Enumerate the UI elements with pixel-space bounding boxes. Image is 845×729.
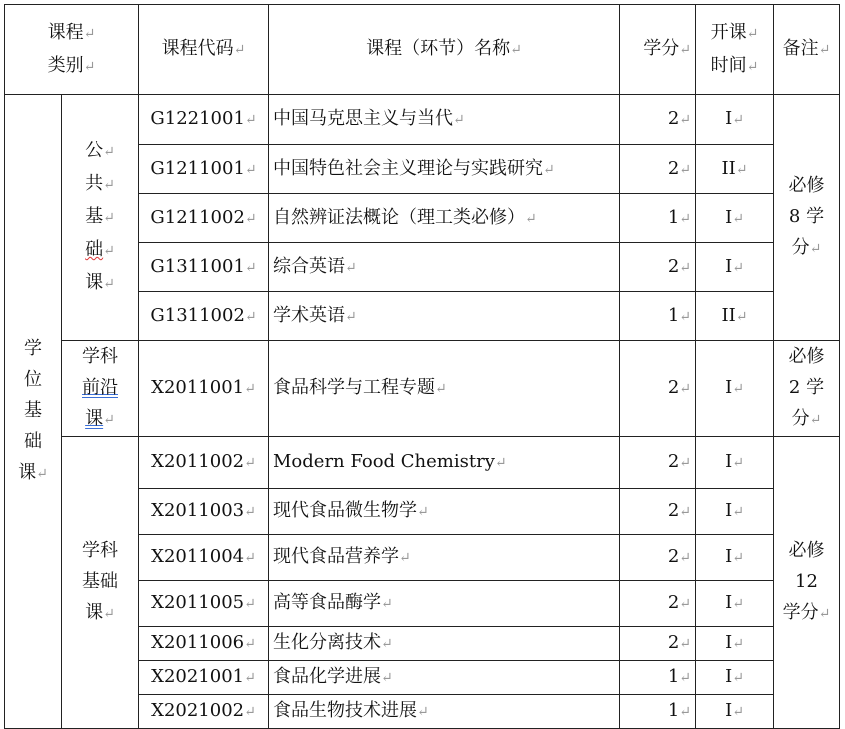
course-name: 中国马克思主义与当代↵ — [269, 95, 620, 145]
course-credit: 2↵ — [620, 95, 696, 145]
course-term: I↵ — [696, 695, 774, 729]
course-code: G1211002↵ — [139, 194, 269, 243]
header-credit: 学分↵ — [620, 5, 696, 95]
course-code: X2011002↵ — [139, 437, 269, 489]
table-row — [5, 341, 840, 437]
header-term: 开课↵ 时间↵ — [696, 5, 774, 95]
course-code: X2011004↵ — [139, 535, 269, 581]
course-credit: 2↵ — [620, 341, 696, 437]
course-code: X2011001↵ — [139, 341, 269, 437]
course-code: G1311001↵ — [139, 243, 269, 292]
course-code: X2021002↵ — [139, 695, 269, 729]
header-code: 课程代码↵ — [139, 5, 269, 95]
course-credit: 1↵ — [620, 695, 696, 729]
course-term: I↵ — [696, 661, 774, 695]
course-code: X2021001↵ — [139, 661, 269, 695]
course-term: I↵ — [696, 489, 774, 535]
course-name: 自然辨证法概论（理工类必修）↵ — [269, 194, 620, 243]
remarks-basic: 必修 12 学分↵ — [774, 437, 840, 729]
remarks-frontier: 必修 2 学 分↵ — [774, 341, 840, 437]
header-name: 课程（环节）名称↵ — [269, 5, 620, 95]
course-code: X2011005↵ — [139, 581, 269, 627]
section-label-public: 公↵ 共↵ 基↵ 础↵ 课↵ — [62, 95, 139, 341]
course-name: 学术英语↵ — [269, 292, 620, 341]
course-credit: 2↵ — [620, 627, 696, 661]
course-term: I↵ — [696, 627, 774, 661]
course-name: 中国特色社会主义理论与实践研究↵ — [269, 145, 620, 194]
course-term: I↵ — [696, 95, 774, 145]
course-name: 高等食品酶学↵ — [269, 581, 620, 627]
course-name: 现代食品微生物学↵ — [269, 489, 620, 535]
course-credit: 1↵ — [620, 194, 696, 243]
course-term: I↵ — [696, 581, 774, 627]
course-name: 食品科学与工程专题↵ — [269, 341, 620, 437]
group-label: 学 位 基 础 课↵ — [5, 95, 62, 729]
course-code: G1211001↵ — [139, 145, 269, 194]
course-term: II↵ — [696, 145, 774, 194]
remarks-public: 必修 8 学 分↵ — [774, 95, 840, 341]
course-credit: 1↵ — [620, 661, 696, 695]
course-credit: 2↵ — [620, 535, 696, 581]
course-credit: 2↵ — [620, 437, 696, 489]
table-row — [5, 95, 840, 145]
course-name: 食品化学进展↵ — [269, 661, 620, 695]
course-term: I↵ — [696, 437, 774, 489]
course-code: X2011003↵ — [139, 489, 269, 535]
course-name: 食品生物技术进展↵ — [269, 695, 620, 729]
course-code: X2011006↵ — [139, 627, 269, 661]
course-term: I↵ — [696, 243, 774, 292]
course-credit: 2↵ — [620, 145, 696, 194]
course-term: I↵ — [696, 194, 774, 243]
course-code: G1311002↵ — [139, 292, 269, 341]
course-name: 现代食品营养学↵ — [269, 535, 620, 581]
header-remarks: 备注↵ — [774, 5, 840, 95]
course-term: I↵ — [696, 341, 774, 437]
section-label-frontier: 学科 前沿 课↵ — [62, 341, 139, 437]
course-code: G1221001↵ — [139, 95, 269, 145]
course-name: 生化分离技术↵ — [269, 627, 620, 661]
header-category: 课程↵ 类别↵ — [5, 5, 139, 95]
course-credit: 2↵ — [620, 581, 696, 627]
section-label-basic: 学科 基础 课↵ — [62, 437, 139, 729]
course-term: II↵ — [696, 292, 774, 341]
course-name: Modern Food Chemistry↵ — [269, 437, 620, 489]
table-row — [5, 437, 840, 489]
course-credit: 1↵ — [620, 292, 696, 341]
course-term: I↵ — [696, 535, 774, 581]
header-row — [5, 5, 840, 95]
course-name: 综合英语↵ — [269, 243, 620, 292]
course-credit: 2↵ — [620, 489, 696, 535]
curriculum-table — [4, 4, 840, 729]
course-credit: 2↵ — [620, 243, 696, 292]
